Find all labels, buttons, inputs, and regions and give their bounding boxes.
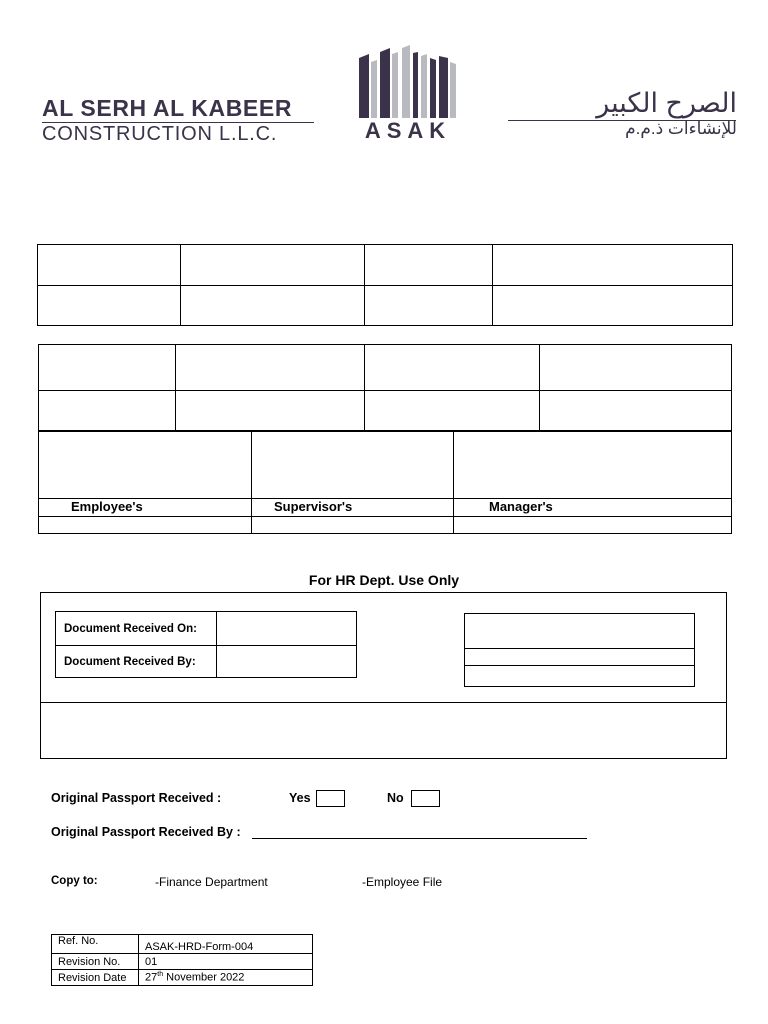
- form-cell[interactable]: [39, 391, 176, 431]
- revision-no-value: 01: [139, 954, 313, 970]
- ref-no-label: Ref. No.: [52, 935, 139, 954]
- form-cell[interactable]: [465, 666, 695, 687]
- form-cell[interactable]: [38, 286, 181, 326]
- form-cell[interactable]: [365, 245, 493, 286]
- form-cell[interactable]: [365, 391, 540, 431]
- document-received-by-label: Document Received By:: [56, 646, 217, 678]
- form-cell[interactable]: [39, 345, 176, 391]
- document-received-on-label: Document Received On:: [56, 612, 217, 646]
- company-name-arabic-line1: الصرح الكبير: [596, 88, 737, 118]
- logo-text: ASAK: [364, 118, 452, 143]
- copy-to-finance: -Finance Department: [155, 875, 268, 889]
- form-cell[interactable]: [540, 345, 732, 391]
- form-cell[interactable]: [181, 245, 365, 286]
- company-logo: [352, 44, 464, 144]
- revision-date-suffix: th: [157, 971, 164, 979]
- form-cell[interactable]: [38, 245, 181, 286]
- manager-date-cell[interactable]: [454, 517, 732, 534]
- form-cell[interactable]: [181, 286, 365, 326]
- company-name-arabic-line2: للإنشاءات ذ.م.م: [625, 119, 737, 138]
- document-received-by-field[interactable]: [217, 646, 357, 678]
- hr-stamp-table: [464, 613, 695, 687]
- passport-no-label: No: [387, 791, 404, 805]
- passport-no-checkbox[interactable]: [411, 790, 440, 807]
- employee-signature-label: Employee's: [71, 499, 143, 514]
- employee-date-cell[interactable]: [39, 517, 252, 534]
- form-cell[interactable]: [465, 649, 695, 666]
- supervisor-signature-label: Supervisor's: [274, 499, 353, 514]
- request-details-table: [38, 344, 732, 431]
- revision-date-rest: November 2022: [163, 971, 245, 984]
- passport-received-by-label: Original Passport Received By :: [51, 825, 241, 839]
- manager-signature-label-cell: [454, 499, 732, 517]
- form-cell[interactable]: [465, 614, 695, 649]
- manager-signature-label: Manager's: [489, 499, 553, 514]
- signature-table: [38, 431, 732, 534]
- company-name-english-line2: CONSTRUCTION L.L.C.: [42, 123, 278, 145]
- manager-signature-box[interactable]: [454, 432, 732, 499]
- copy-to-employee-file: -Employee File: [362, 875, 443, 889]
- form-cell[interactable]: [365, 286, 493, 326]
- form-cell[interactable]: [540, 391, 732, 431]
- supervisor-signature-label-cell: [252, 499, 454, 517]
- revision-date-day: 27: [145, 971, 158, 984]
- copy-to-label: Copy to:: [51, 875, 98, 887]
- passport-yes-label: Yes: [289, 791, 311, 805]
- document-received-table: [55, 611, 357, 678]
- revision-date-value: [139, 970, 313, 986]
- employee-signature-label-cell: [39, 499, 252, 517]
- form-cell[interactable]: [365, 345, 540, 391]
- revision-date-label: Revision Date: [52, 970, 139, 986]
- passport-received-label: Original Passport Received :: [51, 791, 222, 805]
- form-cell[interactable]: [176, 391, 365, 431]
- revision-table: [51, 934, 313, 986]
- employee-signature-box[interactable]: [39, 432, 252, 499]
- hr-section-title: For HR Dept. Use Only: [308, 572, 460, 588]
- form-cell[interactable]: [493, 286, 733, 326]
- form-cell[interactable]: [493, 245, 733, 286]
- company-name-english-line1: AL SERH AL KABEER: [42, 95, 293, 121]
- employee-info-table: [37, 244, 733, 326]
- supervisor-signature-box[interactable]: [252, 432, 454, 499]
- document-received-on-field[interactable]: [217, 612, 357, 646]
- passport-received-by-line[interactable]: [252, 838, 587, 839]
- passport-yes-checkbox[interactable]: [316, 790, 345, 807]
- hr-section-divider: [41, 702, 726, 703]
- form-cell[interactable]: [176, 345, 365, 391]
- revision-no-label: Revision No.: [52, 954, 139, 970]
- ref-no-value: ASAK-HRD-Form-004: [139, 935, 313, 954]
- supervisor-date-cell[interactable]: [252, 517, 454, 534]
